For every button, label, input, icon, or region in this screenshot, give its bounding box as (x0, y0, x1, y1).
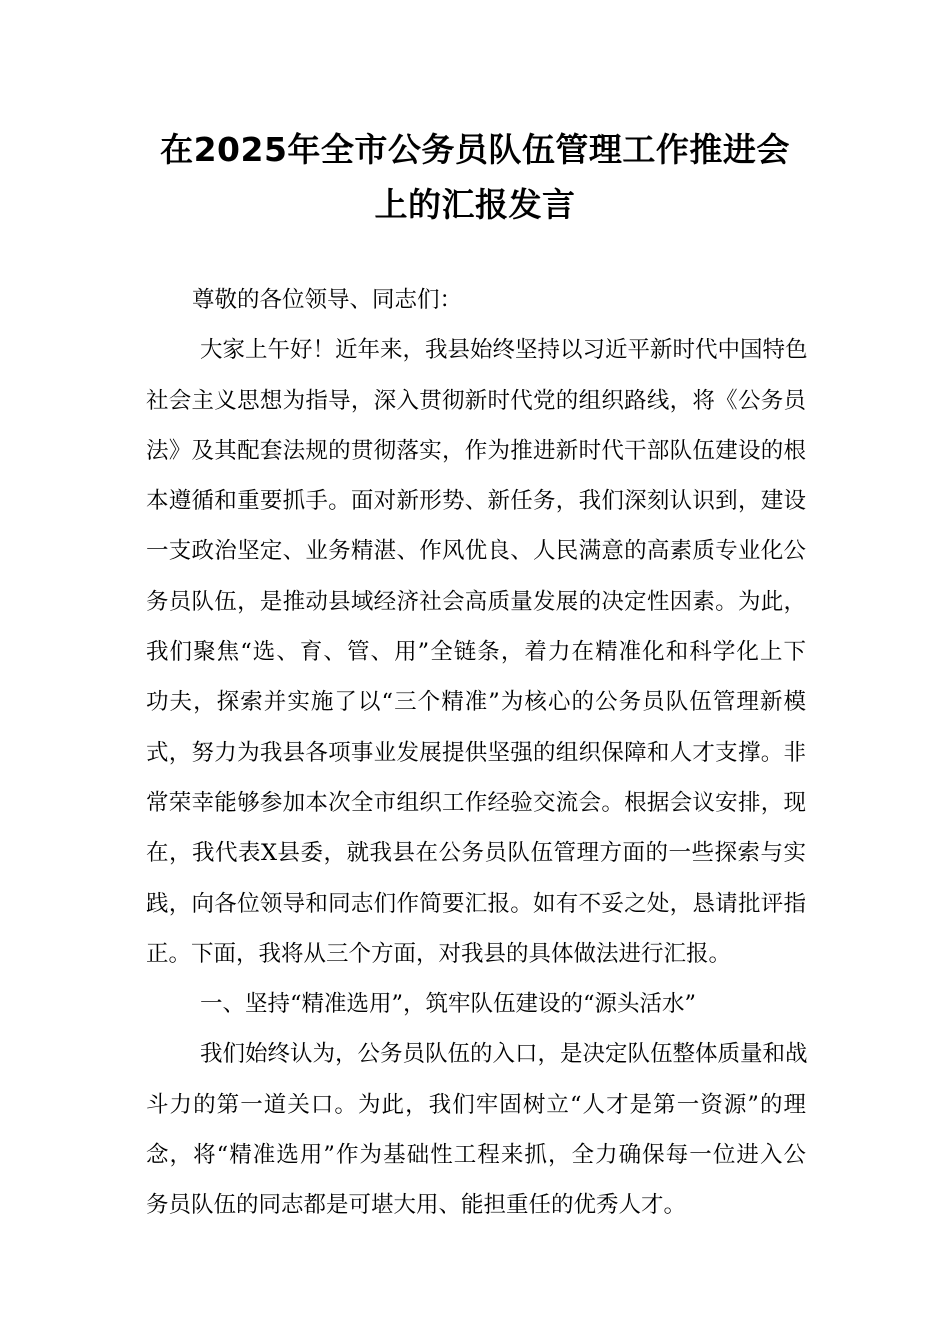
greeting: 尊敬的各位领导、同志们： (192, 287, 463, 313)
paragraph-1-line: 常荣幸能够参加本次全市组织工作经验交流会。根据会议安排，现 (146, 789, 806, 816)
paragraph-1-line: 践，向各位领导和同志们作简要汇报。如有不妥之处，恳请批评指 (146, 890, 806, 917)
paragraph-1-line: 功夫，探索并实施了以“三个精准”为核心的公务员队伍管理新模 (146, 689, 806, 716)
title-line-1: 在2025年全市公务员队伍管理工作推进会 (160, 130, 790, 169)
paragraph-1-line: 社会主义思想为指导，深入贯彻新时代党的组织路线，将《公务员 (146, 387, 806, 414)
paragraph-2-line: 念，将“精准选用”作为基础性工程来抓，全力确保每一位进入公 (146, 1142, 806, 1169)
paragraph-2-line: 斗力的第一道关口。为此，我们牢固树立“人才是第一资源”的理 (146, 1091, 806, 1118)
paragraph-1-line: 务员队伍，是推动县域经济社会高质量发展的决定性因素。为此， (146, 588, 806, 615)
paragraph-2-line: 务员队伍的同志都是可堪大用、能担重任的优秀人才。 (146, 1192, 687, 1219)
title-line-2: 上的汇报发言 (374, 185, 576, 224)
paragraph-2-line: 我们始终认为，公务员队伍的入口，是决定队伍整体质量和战 (200, 1041, 808, 1068)
paragraph-1-line: 在，我代表X县委，就我县在公务员队伍管理方面的一些探索与实 (146, 840, 806, 867)
section-1-heading: 一、坚持“精准选用”，筑牢队伍建设的“源头活水” (200, 991, 697, 1018)
paragraph-1-line: 正。下面，我将从三个方面，对我县的具体做法进行汇报。 (146, 940, 732, 967)
paragraph-1-line: 我们聚焦“选、育、管、用”全链条，着力在精准化和科学化上下 (146, 639, 806, 666)
document-body (146, 275, 806, 1231)
paragraph-1-line: 大家上午好！近年来，我县始终坚持以习近平新时代中国特色 (200, 337, 808, 364)
paragraph-1-line: 法》及其配套法规的贯彻落实，作为推进新时代干部队伍建设的根 (146, 437, 806, 464)
paragraph-1-line: 本遵循和重要抓手。面对新形势、新任务，我们深刻认识到，建设 (146, 488, 806, 515)
paragraph-1-line: 式，努力为我县各项事业发展提供坚强的组织保障和人才支撑。非 (146, 739, 806, 766)
paragraph-1-line: 一支政治坚定、业务精湛、作风优良、人民满意的高素质专业化公 (146, 538, 806, 565)
document-title (130, 122, 820, 232)
